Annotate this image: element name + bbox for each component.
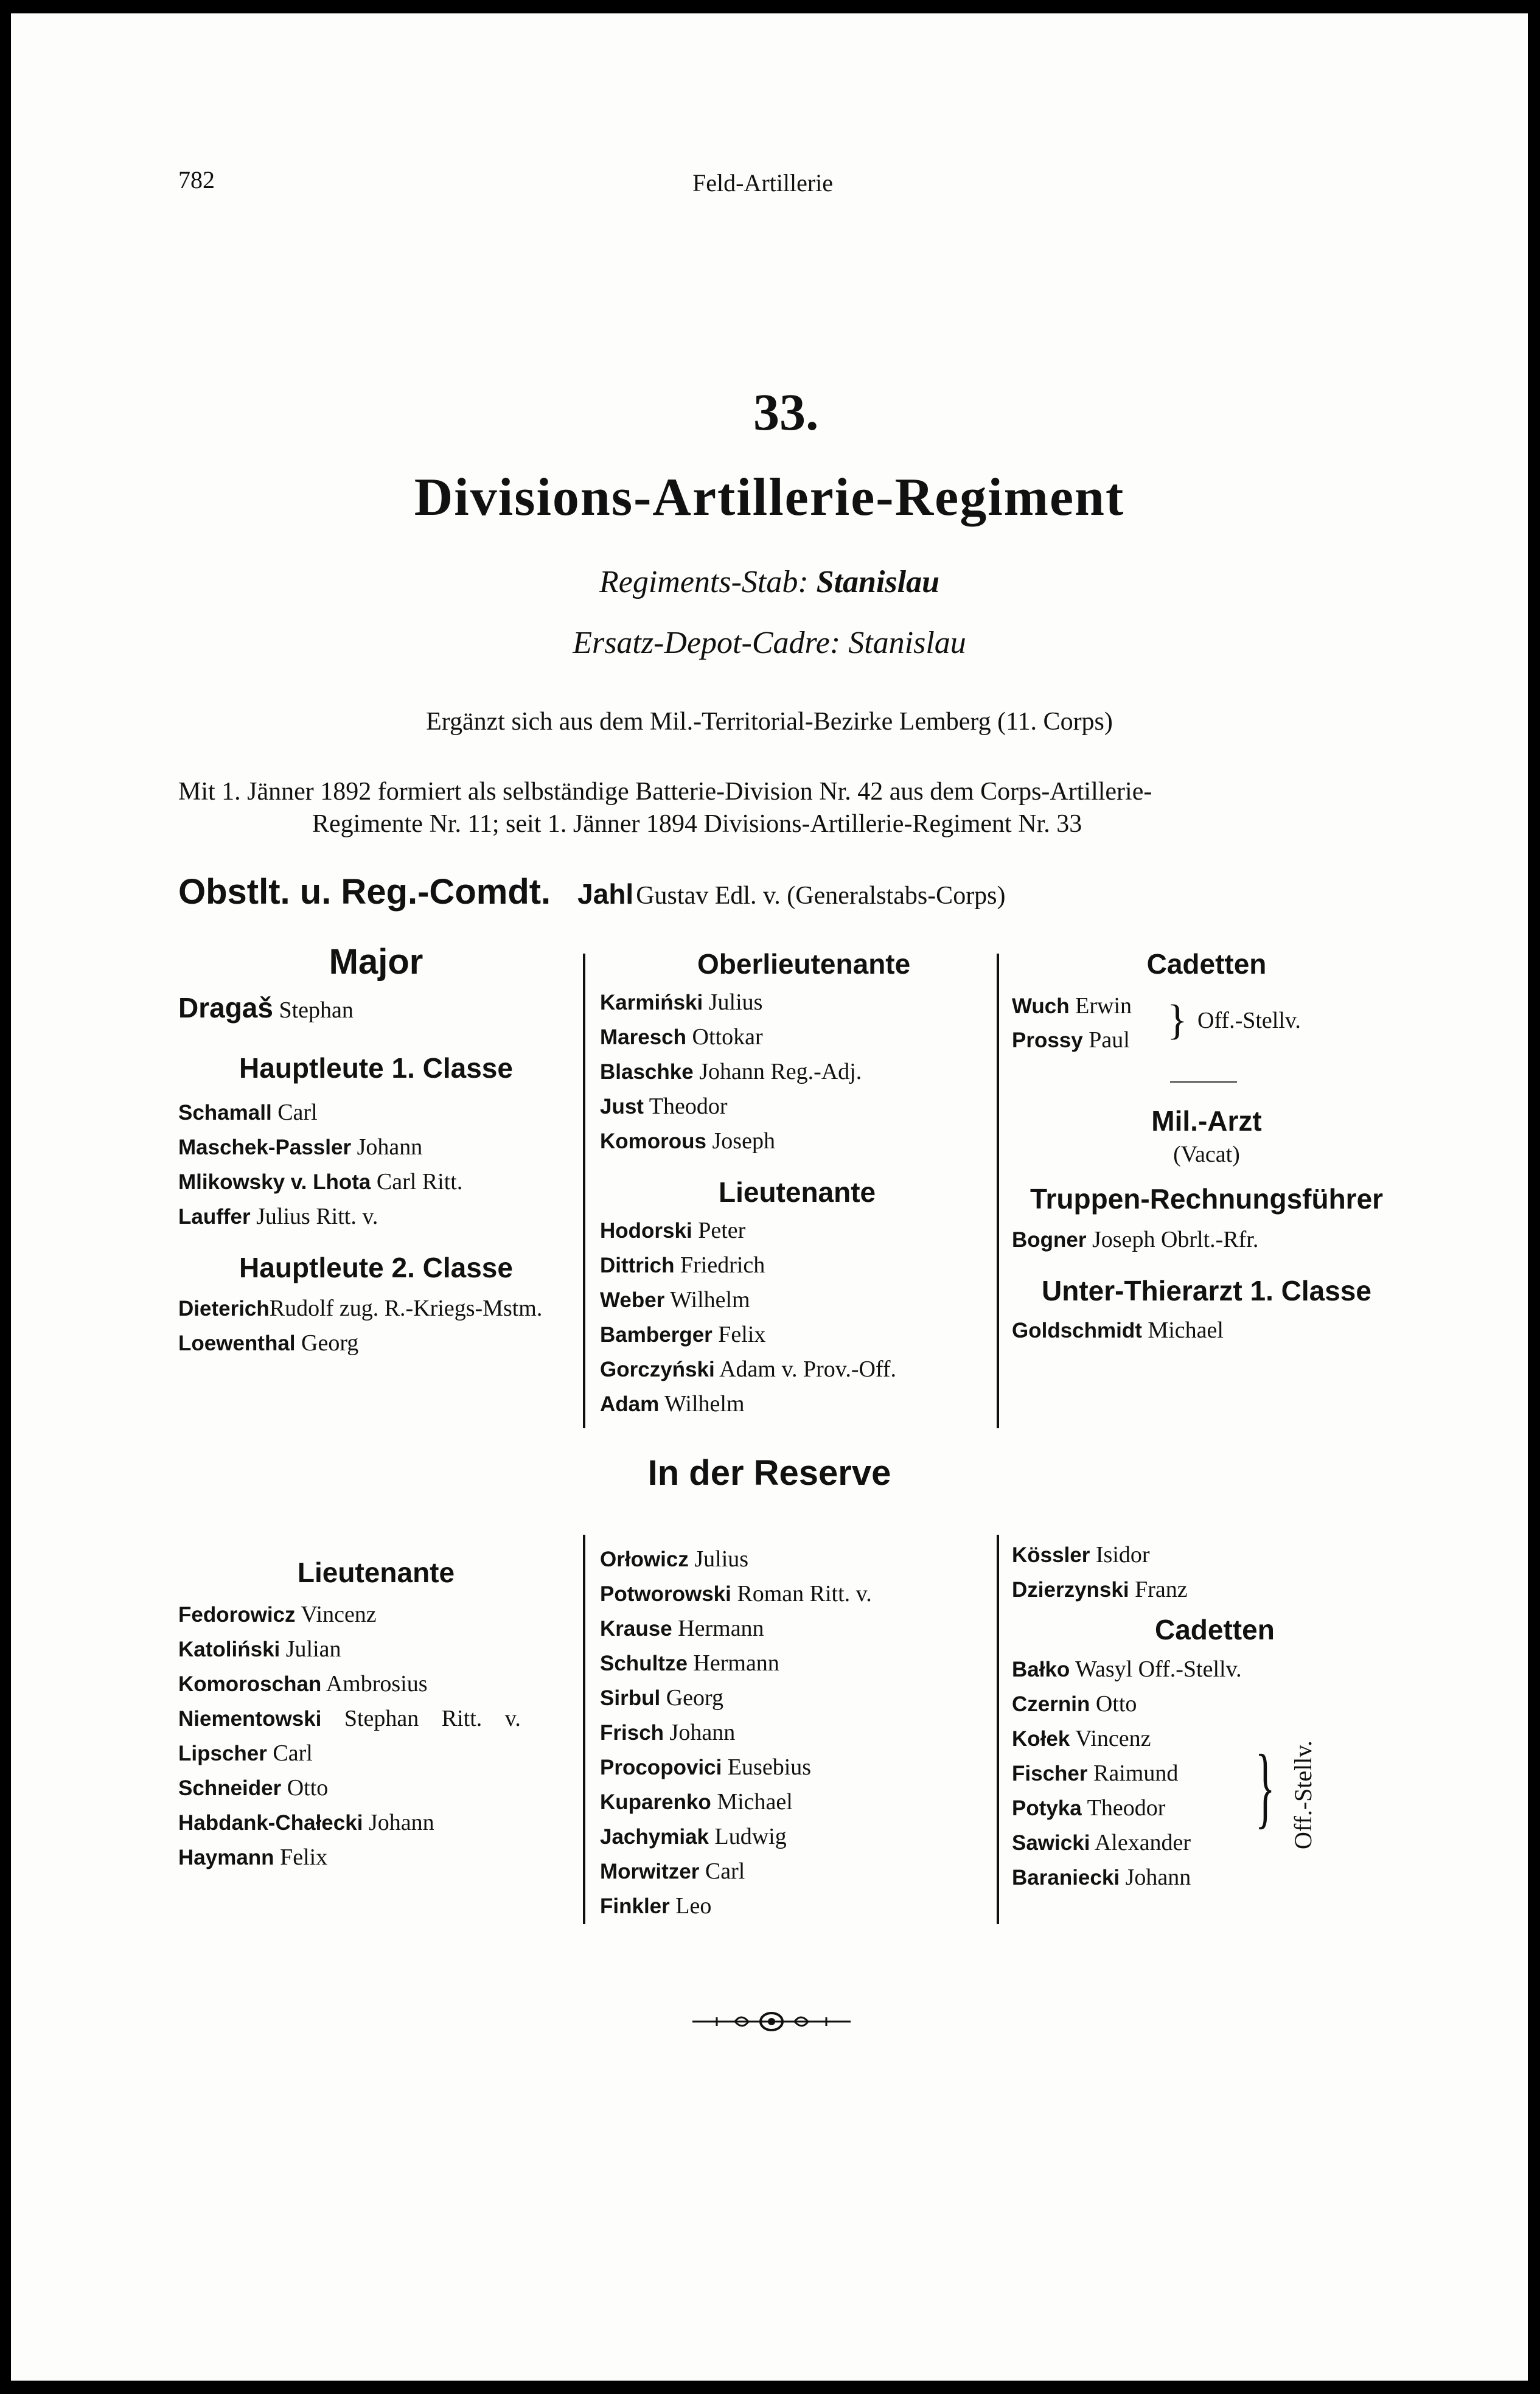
- list-item: Fedorowicz Vincenz: [178, 1602, 377, 1627]
- regiments-stab: [11, 564, 1528, 600]
- stab-place: Stanislau: [816, 565, 940, 599]
- reserve-lt-heading: Lieutenante: [297, 1557, 455, 1588]
- list-item: Lipscher Carl: [178, 1740, 313, 1766]
- commander-rank: Obstlt. u. Reg.-Comdt.: [178, 872, 551, 912]
- list-item: Finkler Leo: [600, 1893, 712, 1919]
- list-item: Goldschmidt Michael: [1012, 1317, 1224, 1343]
- list-item: Bałko Wasyl Off.-Stellv.: [1012, 1656, 1242, 1682]
- list-item: Habdank-Chałecki Johann: [178, 1810, 434, 1835]
- column-rule: [997, 1535, 999, 1924]
- history-line-2: Regimente Nr. 11; seit 1. Jänner 1894 Divisions-Artillerie-Regiment Nr. 33: [312, 810, 1082, 838]
- commander-rest: Gustav Edl. v. (Generalstabs-Corps): [636, 882, 1006, 910]
- side-note: Off.-Stellv.: [1289, 1740, 1317, 1849]
- ergaenzt-line: Ergänzt sich aus dem Mil.-Territorial-Bezirke Lemberg (11. Corps): [426, 708, 1113, 736]
- major-heading: Major: [329, 942, 423, 982]
- list-item: Blaschke Johann Reg.-Adj.: [600, 1059, 862, 1084]
- ornament-icon: [692, 2006, 851, 2037]
- list-item: Just Theodor: [600, 1094, 728, 1119]
- list-item: Potworowski Roman Ritt. v.: [600, 1581, 872, 1607]
- cadetten-group: [1012, 989, 1401, 1057]
- regiment-number: 33.: [753, 383, 819, 441]
- list-item: Potyka Theodor: [1012, 1795, 1166, 1821]
- reserve-col-2: [600, 1542, 995, 1924]
- reserve-heading: In der Reserve: [647, 1453, 891, 1493]
- oblt-heading: Oberlieutenante: [697, 948, 911, 980]
- rf-heading: Truppen-Rechnungsführer: [1030, 1183, 1384, 1215]
- list-item: Procopovici Eusebius: [600, 1754, 812, 1780]
- reserve-col-1: [178, 1556, 574, 1875]
- list-item: Kössler Isidor: [1012, 1542, 1150, 1568]
- major-entry: [178, 991, 574, 1027]
- major-rest: Stephan: [279, 997, 354, 1023]
- list-item: Sawicki Alexander: [1012, 1830, 1191, 1855]
- brace-icon: }: [1167, 997, 1188, 1044]
- column-rule: [997, 954, 999, 1428]
- list-item: Maschek-Passler Johann: [178, 1134, 423, 1160]
- list-item: Schamall Carl: [178, 1100, 318, 1125]
- list-item: Prossy Paul: [1012, 1027, 1130, 1053]
- list-item: Gorczyński Adam v. Prov.-Off.: [600, 1356, 897, 1382]
- list-item: Frisch Johann: [600, 1720, 736, 1745]
- stab-label: Regiments-Stab:: [599, 565, 809, 599]
- active-col-1: [178, 941, 574, 1361]
- regiment-title: Divisions-Artillerie-Regiment: [414, 468, 1125, 527]
- reserve-cadetten-heading: Cadetten: [1155, 1614, 1275, 1645]
- running-title: Feld-Artillerie: [692, 169, 834, 197]
- list-item: Dittrich Friedrich: [600, 1252, 765, 1278]
- list-item: Haymann Felix: [178, 1844, 328, 1870]
- active-col-2: [600, 947, 995, 1422]
- list-item: DieterichRudolf zug. R.-Kriegs-Mstm.: [178, 1296, 543, 1321]
- page: [11, 13, 1528, 2381]
- list-item: Bamberger Felix: [600, 1322, 766, 1347]
- major-surname: Dragaš: [178, 992, 273, 1024]
- list-item: Hodorski Peter: [600, 1218, 746, 1243]
- list-item: Krause Hermann: [600, 1616, 764, 1641]
- list-item: Sirbul Georg: [600, 1685, 723, 1711]
- column-rule: [583, 954, 585, 1428]
- list-item: Jachymiak Ludwig: [600, 1824, 787, 1849]
- list-item: Weber Wilhelm: [600, 1287, 750, 1313]
- ta-heading: Unter-Thierarzt 1. Classe: [1042, 1275, 1371, 1307]
- brace-icon: }: [1255, 1736, 1275, 1837]
- lt-heading: Lieutenante: [719, 1176, 876, 1208]
- reserve-col-3: [1012, 1538, 1401, 1895]
- list-item: Maresch Ottokar: [600, 1024, 763, 1050]
- arzt-note: (Vacat): [1173, 1142, 1240, 1167]
- list-item: Loewenthal Georg: [178, 1330, 359, 1356]
- hpt2-heading: Hauptleute 2. Classe: [239, 1252, 513, 1283]
- list-item: Bogner Joseph Obrlt.-Rfr.: [1012, 1227, 1259, 1252]
- list-item: Karmiński Julius: [600, 989, 763, 1015]
- list-item: Kołek Vincenz: [1012, 1726, 1151, 1751]
- column-rule: [583, 1535, 585, 1924]
- list-item: Dzierzynski Franz: [1012, 1577, 1188, 1602]
- list-item: Komorous Joseph: [600, 1128, 775, 1154]
- cadetten-note: Off.-Stellv.: [1197, 1008, 1301, 1033]
- hpt1-heading: Hauptleute 1. Classe: [239, 1052, 513, 1084]
- cadetten-heading: Cadetten: [1146, 948, 1267, 980]
- list-item: Czernin Otto: [1012, 1691, 1137, 1717]
- list-item: Morwitzer Carl: [600, 1858, 745, 1884]
- list-item: Lauffer Julius Ritt. v.: [178, 1204, 378, 1229]
- divider: [1170, 1081, 1237, 1083]
- list-item: Wuch Erwin: [1012, 993, 1132, 1019]
- list-item: Komoroschan Ambrosius: [178, 1671, 428, 1697]
- commander-surname: Jahl: [577, 878, 634, 910]
- list-item: Schneider Otto: [178, 1775, 329, 1801]
- list-item: Fischer Raimund: [1012, 1761, 1179, 1786]
- list-item: Adam Wilhelm: [600, 1391, 745, 1417]
- list-item: Katoliński Julian: [178, 1636, 341, 1662]
- list-item: Schultze Hermann: [600, 1650, 779, 1676]
- page-number: 782: [178, 166, 215, 194]
- list-item: Niementowski Stephan Ritt. v.: [178, 1706, 521, 1731]
- cadetten-brace-group: [1012, 1722, 1401, 1860]
- arzt-heading: Mil.-Arzt: [1151, 1105, 1262, 1137]
- active-col-3: [1012, 947, 1401, 1348]
- history-line-1: Mit 1. Jänner 1892 formiert als selbständige Batterie-Division Nr. 42 aus dem Corps-Artillerie-: [178, 778, 1152, 806]
- list-item: Orłowicz Julius: [600, 1546, 749, 1572]
- list-item: Baraniecki Johann: [1012, 1865, 1191, 1890]
- list-item: Kuparenko Michael: [600, 1789, 793, 1815]
- commander-line: [178, 871, 1006, 912]
- ersatz-line: Ersatz-Depot-Cadre: Stanislau: [573, 626, 966, 660]
- list-item: Mlikowsky v. Lhota Carl Ritt.: [178, 1169, 463, 1195]
